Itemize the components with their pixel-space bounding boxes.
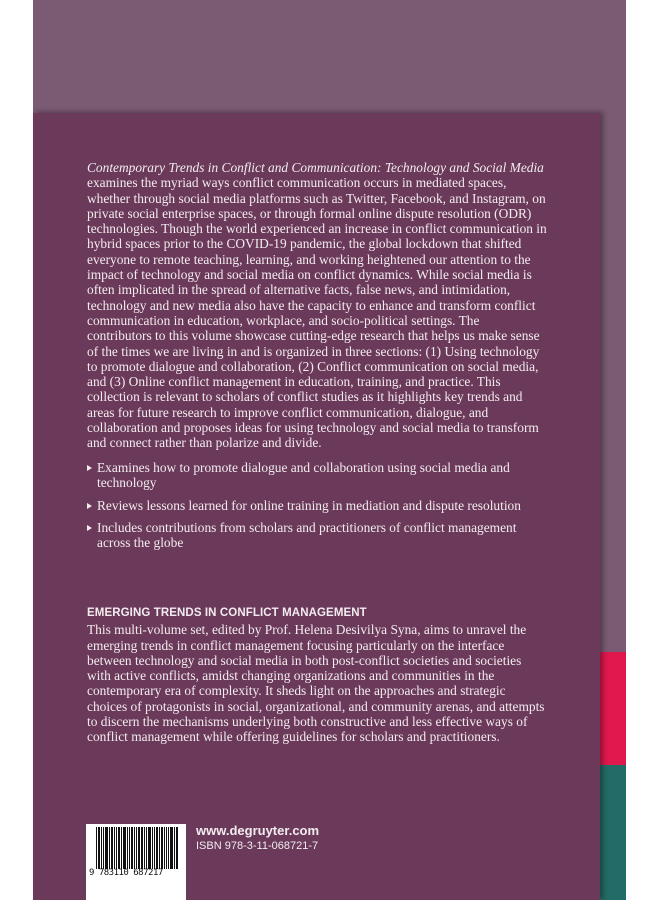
barcode-number: 9 783110 687217 (89, 868, 163, 878)
barcode-bar (154, 827, 155, 869)
barcode-bar (156, 827, 158, 869)
barcode-bar (127, 827, 128, 869)
barcode-bar (170, 827, 173, 869)
book-title: Contemporary Trends in Conflict and Communication: Technology and Social Media (87, 160, 544, 175)
list-item: Includes contributions from scholars and practitioners of conflict management across the globe (87, 520, 547, 551)
series-section (87, 606, 547, 745)
barcode-bar (152, 827, 153, 869)
feature-list (87, 460, 547, 557)
barcode-bar (144, 827, 145, 869)
teal-spine-stripe (600, 765, 626, 900)
barcode-bar (109, 827, 110, 869)
barcode-bar (111, 827, 113, 869)
barcode-bar (134, 827, 135, 869)
barcode (86, 824, 186, 900)
list-item: Examines how to promote dialogue and collaboration using social media and technology (87, 460, 547, 491)
barcode-bar (101, 827, 102, 869)
barcode-bar (164, 827, 165, 869)
barcode-bar (129, 827, 130, 869)
description-text: examines the myriad ways conflict communication occurs in mediated spaces, whether through social media platforms such as Twitter, Facebook, and Instagram, on private social enterprise spaces, or through formal online dispute resolution (ODR) technologies. Though the world experienced an increase in conflict communication in hybrid spaces prior to the COVID-19 pandemic, the global lockdown that shifted everyone to remote teaching, learning, and working heightened our attention to the impact of technology and social media on conflict dynamics. While social media is often implicated in the spread of alternative facts, false news, and intimidation, technology and new media also have the capacity to enhance and transform conflict communication in education, workplace, and socio-political settings. The contributors to this volume showcase cutting-edge research that helps us make sense of the times we are living in and is organized in three sections: (1) Using technology to promote dialogue and collaboration, (2) Conflict communication on social media, and (3) Online conflict management in education, training, and practice. This collection is relevant to scholars of conflict studies as it highlights key trends and areas for future research to improve conflict communication, dialogue, and collaboration and proposes ideas for using technology and social media to transform and connect rather than polarize and divide. (87, 175, 547, 451)
barcode-bar (131, 827, 133, 869)
barcode-bar (98, 827, 100, 869)
barcode-bar (176, 827, 178, 869)
barcode-bar (159, 827, 160, 869)
barcode-bar (116, 827, 117, 869)
barcode-bar (96, 827, 97, 869)
barcode-bar (138, 827, 140, 869)
barcode-bar (146, 827, 147, 869)
red-spine-stripe (600, 652, 626, 765)
barcode-bar (123, 827, 126, 869)
list-item: Reviews lessons learned for online training in mediation and dispute resolution (87, 498, 547, 513)
barcode-bar (114, 827, 115, 869)
barcode-bar (141, 827, 143, 869)
barcode-bar (103, 827, 104, 869)
barcode-bars (96, 827, 180, 869)
barcode-bar (166, 827, 167, 869)
publisher-url: www.degruyter.com (196, 823, 320, 838)
barcode-bar (118, 827, 120, 869)
barcode-bar (174, 827, 175, 869)
isbn: ISBN 978-3-11-068721-7 (196, 840, 319, 852)
barcode-bar (148, 827, 151, 869)
barcode-bar (161, 827, 163, 869)
barcode-bar (136, 827, 137, 869)
barcode-bar (168, 827, 169, 869)
barcode-bar (105, 827, 108, 869)
series-heading: EMERGING TRENDS IN CONFLICT MANAGEMENT (87, 607, 367, 619)
barcode-bar (121, 827, 122, 869)
series-description: This multi-volume set, edited by Prof. Helena Desivilya Syna, aims to unravel the emerging trends in conflict management focusing particularly on the interface between technology and social media in both post-conflict societies and societies with active conflicts, amidst changing organizations and communities in the contemporary era of complexity. It sheds light on the approaches and strategic choices of protagonists in social, organizational, and community arenas, and attempts to discern the mechanisms underlying both constructive and less effective ways of conflict management while offering guidelines for scholars and practitioners. (87, 622, 545, 745)
book-description (87, 160, 547, 451)
publisher-info (196, 823, 319, 852)
